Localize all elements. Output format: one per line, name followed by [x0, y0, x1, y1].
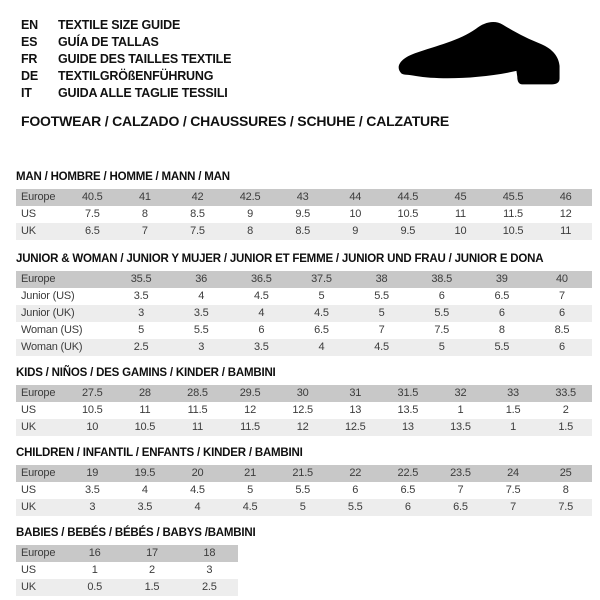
size-value-cell: 10 [434, 223, 487, 240]
language-code: FR [21, 52, 38, 66]
size-value-cell: 3.5 [119, 499, 172, 516]
language-code: IT [21, 86, 32, 100]
size-value-cell: 12 [224, 402, 277, 419]
size-value-cell: 0.5 [66, 579, 123, 596]
size-row [16, 206, 592, 223]
size-value-cell: 21 [224, 465, 277, 482]
size-value-cell: 4.5 [171, 482, 224, 499]
size-value-cell: 9.5 [276, 206, 329, 223]
size-value-cell: 21.5 [276, 465, 329, 482]
size-value-cell: 39 [472, 271, 532, 288]
size-table-title: KIDS / NIÑOS / DES GAMINS / KINDER / BAMBINI [16, 367, 276, 379]
size-value-cell: 5.5 [171, 322, 231, 339]
size-row [16, 305, 592, 322]
size-value-cell: 6.5 [66, 223, 119, 240]
language-code: DE [21, 69, 38, 83]
size-value-cell: 10.5 [487, 223, 540, 240]
size-value-cell: 3.5 [111, 288, 171, 305]
size-value-cell: 8 [224, 223, 277, 240]
size-value-cell: 13 [329, 402, 382, 419]
row-label: Junior (UK) [16, 305, 111, 322]
size-value-cell: 19.5 [119, 465, 172, 482]
row-label: Europe [16, 545, 66, 562]
size-value-cell: 13 [382, 419, 435, 436]
size-value-cell: 7 [434, 482, 487, 499]
size-value-cell: 1.5 [487, 402, 540, 419]
size-table [16, 385, 592, 436]
size-value-cell: 3.5 [171, 305, 231, 322]
row-label: US [16, 402, 66, 419]
size-value-cell: 11.5 [171, 402, 224, 419]
size-value-cell: 5 [412, 339, 472, 356]
size-row [16, 189, 592, 206]
size-value-cell: 6 [231, 322, 291, 339]
row-label: Europe [16, 385, 66, 402]
size-row [16, 499, 592, 516]
size-value-cell: 4 [171, 288, 231, 305]
size-value-cell: 6 [329, 482, 382, 499]
size-value-cell: 5 [291, 288, 351, 305]
row-label: UK [16, 579, 66, 596]
size-value-cell: 5.5 [352, 288, 412, 305]
size-row [16, 402, 592, 419]
size-value-cell: 1.5 [123, 579, 180, 596]
row-label: Europe [16, 271, 111, 288]
size-value-cell: 7.5 [66, 206, 119, 223]
size-value-cell: 25 [539, 465, 592, 482]
size-value-cell: 12 [276, 419, 329, 436]
size-row [16, 271, 592, 288]
size-value-cell: 3 [181, 562, 238, 579]
size-value-cell: 32 [434, 385, 487, 402]
size-value-cell: 46 [539, 189, 592, 206]
size-value-cell: 1 [66, 562, 123, 579]
size-value-cell: 11 [539, 223, 592, 240]
size-value-cell: 9 [329, 223, 382, 240]
size-value-cell: 6 [532, 305, 592, 322]
size-table-title: CHILDREN / INFANTIL / ENFANTS / KINDER / BAMBINI [16, 447, 303, 459]
size-value-cell: 24 [487, 465, 540, 482]
size-value-cell: 36 [171, 271, 231, 288]
category-title: FOOTWEAR / CALZADO / CHAUSSURES / SCHUHE / CALZATURE [21, 113, 450, 129]
size-row [16, 385, 592, 402]
size-value-cell: 6 [472, 305, 532, 322]
size-value-cell: 4 [171, 499, 224, 516]
row-label: Europe [16, 189, 66, 206]
size-value-cell: 11 [119, 402, 172, 419]
size-table-section [16, 171, 600, 240]
size-value-cell: 6.5 [382, 482, 435, 499]
size-value-cell: 1 [487, 419, 540, 436]
size-value-cell: 3 [66, 499, 119, 516]
language-code: EN [21, 18, 38, 32]
size-value-cell: 7 [487, 499, 540, 516]
row-label: Woman (UK) [16, 339, 111, 356]
size-value-cell: 10.5 [66, 402, 119, 419]
size-value-cell: 10.5 [119, 419, 172, 436]
dress-shoe-icon [393, 18, 579, 102]
row-label: US [16, 482, 66, 499]
size-value-cell: 29.5 [224, 385, 277, 402]
size-table-title: JUNIOR & WOMAN / JUNIOR Y MUJER / JUNIOR ET FEMME / JUNIOR UND FRAU / JUNIOR E DONA [16, 253, 544, 265]
size-value-cell: 40.5 [66, 189, 119, 206]
size-value-cell: 2 [123, 562, 180, 579]
size-value-cell: 33.5 [539, 385, 592, 402]
row-label: US [16, 206, 66, 223]
size-value-cell: 6 [532, 339, 592, 356]
size-value-cell: 6.5 [291, 322, 351, 339]
size-value-cell: 42.5 [224, 189, 277, 206]
size-value-cell: 5.5 [329, 499, 382, 516]
size-value-cell: 35.5 [111, 271, 171, 288]
size-value-cell: 36.5 [231, 271, 291, 288]
size-table-section [16, 527, 600, 596]
size-value-cell: 4 [291, 339, 351, 356]
size-value-cell: 3.5 [66, 482, 119, 499]
size-table [16, 545, 238, 596]
size-value-cell: 2.5 [181, 579, 238, 596]
size-value-cell: 13.5 [382, 402, 435, 419]
size-value-cell: 38 [352, 271, 412, 288]
language-label: GUÍA DE TALLAS [58, 35, 159, 49]
size-table-title: MAN / HOMBRE / HOMME / MANN / MAN [16, 171, 230, 183]
size-value-cell: 31.5 [382, 385, 435, 402]
row-label: US [16, 562, 66, 579]
size-row [16, 482, 592, 499]
size-value-cell: 5 [111, 322, 171, 339]
size-value-cell: 9 [224, 206, 277, 223]
size-row [16, 562, 238, 579]
size-value-cell: 33 [487, 385, 540, 402]
size-value-cell: 7.5 [171, 223, 224, 240]
size-value-cell: 5.5 [412, 305, 472, 322]
size-value-cell: 44.5 [382, 189, 435, 206]
size-value-cell: 8 [119, 206, 172, 223]
size-table [16, 189, 592, 240]
size-value-cell: 18 [181, 545, 238, 562]
size-value-cell: 19 [66, 465, 119, 482]
size-value-cell: 5 [276, 499, 329, 516]
size-row [16, 465, 592, 482]
size-value-cell: 11 [171, 419, 224, 436]
size-value-cell: 42 [171, 189, 224, 206]
size-row [16, 322, 592, 339]
size-value-cell: 7 [119, 223, 172, 240]
size-value-cell: 4.5 [231, 288, 291, 305]
language-label: GUIDE DES TAILLES TEXTILE [58, 52, 232, 66]
size-value-cell: 2.5 [111, 339, 171, 356]
size-value-cell: 10 [329, 206, 382, 223]
row-label: Europe [16, 465, 66, 482]
size-value-cell: 23.5 [434, 465, 487, 482]
size-value-cell: 7.5 [412, 322, 472, 339]
size-value-cell: 11 [434, 206, 487, 223]
row-label: UK [16, 499, 66, 516]
size-value-cell: 3 [171, 339, 231, 356]
size-value-cell: 13.5 [434, 419, 487, 436]
size-value-cell: 7 [352, 322, 412, 339]
size-row [16, 339, 592, 356]
size-value-cell: 31 [329, 385, 382, 402]
row-label: UK [16, 419, 66, 436]
size-value-cell: 10.5 [382, 206, 435, 223]
size-value-cell: 8 [472, 322, 532, 339]
size-value-cell: 27.5 [66, 385, 119, 402]
language-label: TEXTILGRÖßENFÜHRUNG [58, 69, 214, 83]
size-value-cell: 6 [412, 288, 472, 305]
language-code: ES [21, 35, 38, 49]
size-value-cell: 10 [66, 419, 119, 436]
size-value-cell: 22.5 [382, 465, 435, 482]
size-value-cell: 5.5 [472, 339, 532, 356]
size-table [16, 465, 592, 516]
size-value-cell: 20 [171, 465, 224, 482]
row-label: UK [16, 223, 66, 240]
size-value-cell: 7.5 [539, 499, 592, 516]
language-label: TEXTILE SIZE GUIDE [58, 18, 181, 32]
size-table [16, 271, 592, 356]
size-value-cell: 11.5 [224, 419, 277, 436]
size-value-cell: 6.5 [434, 499, 487, 516]
size-value-cell: 12 [539, 206, 592, 223]
size-value-cell: 5 [224, 482, 277, 499]
size-value-cell: 4.5 [291, 305, 351, 322]
size-value-cell: 8 [539, 482, 592, 499]
size-row [16, 223, 592, 240]
size-value-cell: 7.5 [487, 482, 540, 499]
size-value-cell: 16 [66, 545, 123, 562]
size-value-cell: 17 [123, 545, 180, 562]
size-value-cell: 3 [111, 305, 171, 322]
size-value-cell: 6.5 [472, 288, 532, 305]
row-label: Junior (US) [16, 288, 111, 305]
size-value-cell: 28.5 [171, 385, 224, 402]
size-row [16, 545, 238, 562]
size-value-cell: 22 [329, 465, 382, 482]
size-value-cell: 11.5 [487, 206, 540, 223]
size-value-cell: 41 [119, 189, 172, 206]
size-value-cell: 7 [532, 288, 592, 305]
size-row [16, 579, 238, 596]
size-value-cell: 45.5 [487, 189, 540, 206]
size-value-cell: 8.5 [532, 322, 592, 339]
size-value-cell: 45 [434, 189, 487, 206]
size-table-section [16, 253, 600, 356]
row-label: Woman (US) [16, 322, 111, 339]
size-value-cell: 8.5 [276, 223, 329, 240]
size-row [16, 419, 592, 436]
size-table-section [16, 367, 600, 436]
size-value-cell: 40 [532, 271, 592, 288]
size-value-cell: 5 [352, 305, 412, 322]
size-value-cell: 37.5 [291, 271, 351, 288]
size-value-cell: 8.5 [171, 206, 224, 223]
size-value-cell: 3.5 [231, 339, 291, 356]
size-value-cell: 44 [329, 189, 382, 206]
size-value-cell: 1 [434, 402, 487, 419]
size-row [16, 288, 592, 305]
size-value-cell: 12.5 [329, 419, 382, 436]
size-value-cell: 4.5 [224, 499, 277, 516]
size-value-cell: 30 [276, 385, 329, 402]
header [0, 0, 600, 130]
size-value-cell: 2 [539, 402, 592, 419]
size-value-cell: 9.5 [382, 223, 435, 240]
size-value-cell: 5.5 [276, 482, 329, 499]
size-value-cell: 28 [119, 385, 172, 402]
size-tables [16, 171, 600, 596]
size-value-cell: 4 [119, 482, 172, 499]
language-label: GUIDA ALLE TAGLIE TESSILI [58, 86, 228, 100]
size-value-cell: 43 [276, 189, 329, 206]
size-value-cell: 4 [231, 305, 291, 322]
size-value-cell: 1.5 [539, 419, 592, 436]
size-value-cell: 4.5 [352, 339, 412, 356]
size-value-cell: 12.5 [276, 402, 329, 419]
size-table-title: BABIES / BEBÉS / BÉBÉS / BABYS /BAMBINI [16, 527, 256, 539]
size-value-cell: 6 [382, 499, 435, 516]
size-table-section [16, 447, 600, 516]
size-value-cell: 38.5 [412, 271, 472, 288]
